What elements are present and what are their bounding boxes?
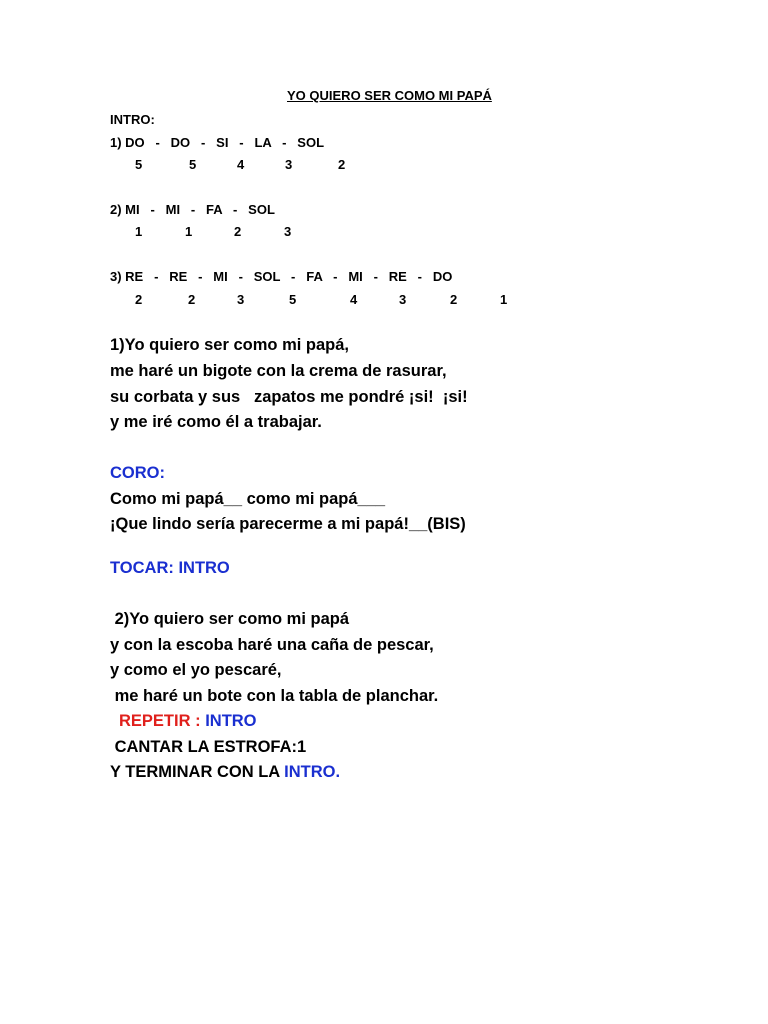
intro-number: 2 bbox=[135, 292, 143, 307]
intro-number: 3 bbox=[285, 157, 293, 172]
repetir-value: INTRO bbox=[205, 712, 257, 730]
intro-notes-2: 2) MI - MI - FA - SOL bbox=[110, 202, 275, 217]
intro-number: 3 bbox=[284, 224, 292, 239]
verse1-line: 1)Yo quiero ser como mi papá, bbox=[110, 336, 350, 354]
chorus-line: Como mi papá__ como mi papá___ bbox=[110, 490, 386, 508]
cantar-line: CANTAR LA ESTROFA:1 bbox=[110, 738, 307, 756]
terminar-value: INTRO. bbox=[284, 763, 341, 781]
intro-number: 5 bbox=[135, 157, 143, 172]
song-title: YO QUIERO SER COMO MI PAPÁ bbox=[287, 88, 492, 103]
chorus-line: ¡Que lindo sería parecerme a mi papá!__(BIS) bbox=[110, 515, 466, 533]
verse2-line: y como el yo pescaré, bbox=[110, 661, 282, 679]
intro-number: 4 bbox=[237, 157, 245, 172]
verse2-line: 2)Yo quiero ser como mi papá bbox=[110, 610, 350, 628]
intro-number: 2 bbox=[188, 292, 196, 307]
intro-number: 4 bbox=[350, 292, 358, 307]
verse2-line: me haré un bote con la tabla de planchar. bbox=[110, 687, 439, 705]
intro-number: 1 bbox=[135, 224, 143, 239]
verse1-line: y me iré como él a trabajar. bbox=[110, 413, 322, 431]
intro-number: 2 bbox=[450, 292, 458, 307]
chorus-label: CORO: bbox=[110, 464, 165, 482]
verse1-line: me haré un bigote con la crema de rasurar, bbox=[110, 362, 447, 380]
tocar-intro: TOCAR: INTRO bbox=[110, 559, 230, 577]
intro-number: 2 bbox=[234, 224, 242, 239]
intro-notes-3: 3) RE - RE - MI - SOL - FA - MI - RE - DO bbox=[110, 269, 453, 284]
intro-number: 5 bbox=[189, 157, 197, 172]
terminar-line bbox=[110, 763, 340, 782]
intro-label: INTRO: bbox=[110, 112, 155, 127]
intro-number: 1 bbox=[185, 224, 193, 239]
verse1-line: su corbata y sus zapatos me pondré ¡si! ¡si! bbox=[110, 388, 468, 406]
intro-number: 2 bbox=[338, 157, 346, 172]
intro-notes-1: 1) DO - DO - SI - LA - SOL bbox=[110, 135, 325, 150]
repetir-line bbox=[119, 712, 257, 731]
terminar-prefix: Y TERMINAR CON LA bbox=[110, 763, 285, 781]
intro-number: 1 bbox=[500, 292, 508, 307]
repetir-label: REPETIR : bbox=[119, 712, 206, 730]
verse2-line: y con la escoba haré una caña de pescar, bbox=[110, 636, 434, 654]
intro-number: 3 bbox=[237, 292, 245, 307]
intro-number: 3 bbox=[399, 292, 407, 307]
intro-number: 5 bbox=[289, 292, 297, 307]
